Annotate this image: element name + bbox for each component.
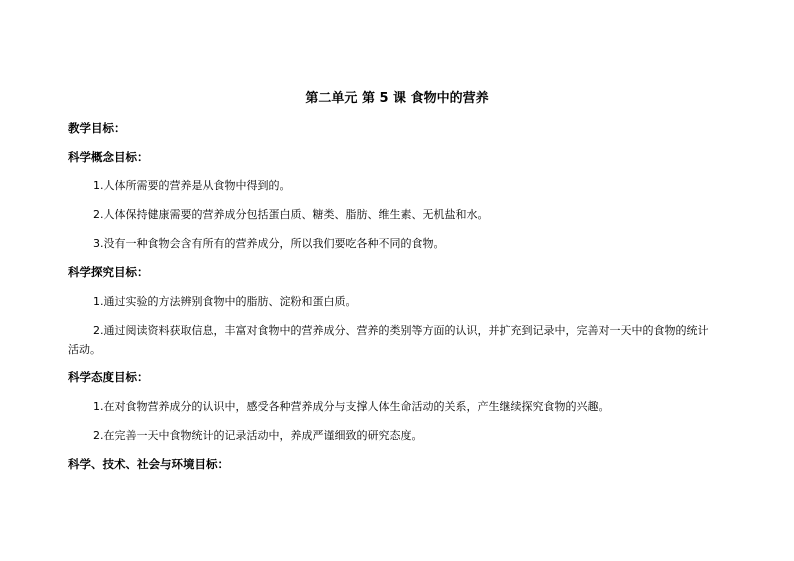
lesson-title: 第二单元 第 5 课 食物中的营养 xyxy=(305,91,489,106)
attitude-goal-item-2: 2.在完善一天中食物统计的记录活动中，养成严谨细致的研究态度。 xyxy=(93,429,423,442)
concept-goal-item-2: 2.人体保持健康需要的营养成分包括蛋白质、糖类、脂肪、维生素、无机盐和水。 xyxy=(93,208,489,221)
teaching-goals-heading: 教学目标： xyxy=(68,121,126,135)
attitude-goal-item-1: 1.在对食物营养成分的认识中，感受各种营养成分与支撑人体生命活动的关系，产生继续探究食物的兴趣。 xyxy=(93,400,610,413)
attitude-goals-heading: 科学态度目标： xyxy=(68,370,149,384)
inquiry-goals-heading: 科学探究目标： xyxy=(68,265,149,279)
inquiry-goal-item-2-continued: 活动。 xyxy=(68,343,101,356)
concept-goal-item-3: 3.没有一种食物会含有所有的营养成分，所以我们要吃各种不同的食物。 xyxy=(93,237,445,250)
concept-goal-item-1: 1.人体所需要的营养是从食物中得到的。 xyxy=(93,179,291,192)
concept-goals-heading: 科学概念目标： xyxy=(68,150,149,164)
inquiry-goal-item-2: 2.通过阅读资料获取信息，丰富对食物中的营养成分、营养的类别等方面的认识，并扩充到记录中，完善对一天中的食物的统计 xyxy=(93,324,709,337)
inquiry-goal-item-1: 1.通过实验的方法辨别食物中的脂肪、淀粉和蛋白质。 xyxy=(93,295,357,308)
stse-goals-heading: 科学、技术、社会与环境目标： xyxy=(68,457,229,471)
